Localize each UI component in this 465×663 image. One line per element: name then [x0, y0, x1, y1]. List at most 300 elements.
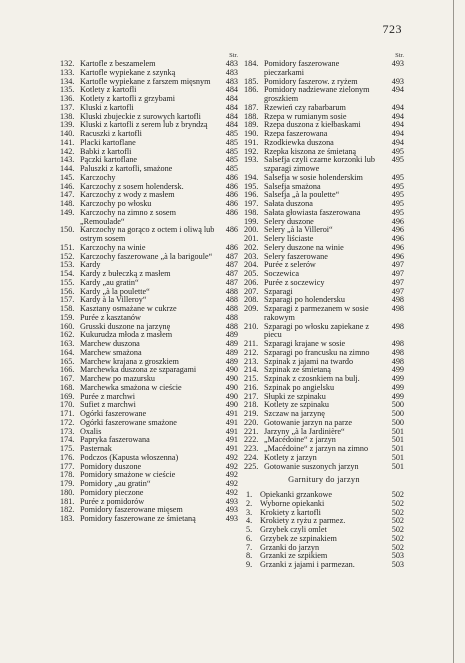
entry-page: 496 — [391, 216, 404, 226]
entry-number: 192. — [244, 146, 259, 156]
entry-title: Pomidory faszerowane pieczarkami — [264, 59, 340, 77]
entry-number: 165. — [60, 356, 75, 366]
entry-number: 218. — [244, 400, 259, 410]
entry-number: 215. — [244, 374, 259, 383]
entry-number: 197. — [244, 199, 259, 208]
entry-number: 219. — [244, 409, 259, 418]
entry-page: 495 — [391, 190, 404, 200]
entry-number: 144. — [60, 164, 75, 173]
entry-page: 487 — [225, 251, 238, 261]
entry-page: 497 — [391, 260, 404, 270]
entry-title: Słupki ze szpinaku — [264, 391, 326, 401]
entry-page: 494 — [391, 120, 404, 130]
entry-number: 221. — [244, 426, 259, 436]
entry-title: Placki kartoflane — [80, 137, 136, 147]
entry-number: 156. — [60, 286, 75, 296]
entry-page: 498 — [391, 304, 404, 313]
entry-number: 174. — [60, 435, 75, 445]
entry-page: 485 — [225, 137, 238, 147]
entry-title: Ogórki faszerowane smażone — [80, 417, 177, 427]
entry-page: 500 — [391, 417, 404, 427]
entry-title: Karczochy po włosku — [80, 199, 152, 208]
entry-number: 195. — [244, 181, 259, 191]
entry-title: Selery liściaste — [264, 234, 314, 243]
entry-page: 495 — [391, 155, 404, 165]
entry-title: Szparagi — [264, 286, 293, 296]
entry-title: Kartofle wypiekane z farszem mięsnym — [80, 76, 211, 86]
entry-page: 495 — [391, 199, 404, 208]
entry-title: Wyborne opiekanki — [260, 498, 325, 508]
entry-page: 502 — [391, 542, 404, 552]
entry-title: Pomidory faszerowane ze śmietaną — [80, 514, 196, 523]
entry-title: Szpinak z jajami na twardo — [264, 356, 354, 366]
entry-number: 216. — [244, 382, 259, 392]
entry-page: 498 — [391, 321, 404, 331]
entry-title: Pomidory duszone — [80, 461, 142, 471]
entry-title: Szpinak po angielsku — [264, 382, 335, 392]
entry-number: 191. — [244, 137, 259, 147]
entry-number: 154. — [60, 269, 75, 278]
entry-page: 485 — [225, 164, 238, 173]
entry-title: Rzewień czy rabarbarum — [264, 102, 346, 112]
entry-title: Krokiety z ryżu z parmez. — [260, 516, 346, 526]
entry-number: 179. — [60, 479, 75, 488]
entry-page: 483 — [225, 67, 238, 77]
entry-title: Pomidory faszerowane mięsem — [80, 505, 183, 515]
entry-page: 489 — [225, 330, 238, 340]
entry-title: Salsefja smażona — [264, 181, 321, 191]
entry-title: Sufiet z marchwi — [80, 400, 136, 410]
entry-number: 181. — [60, 496, 75, 506]
entry-page: 501 — [391, 435, 404, 445]
index-entry — [244, 156, 404, 174]
entry-number: 134. — [60, 76, 75, 86]
entry-title: Marchew krajana z groszkiem — [80, 356, 179, 366]
garnish-list — [244, 491, 404, 570]
entry-number: 198. — [244, 207, 259, 217]
entry-number: 190. — [244, 129, 259, 138]
entry-title: Marchewka duszona ze szparagami — [80, 365, 197, 375]
entry-title: Papryka faszerowana — [80, 435, 150, 445]
entry-number: 151. — [60, 242, 75, 252]
entry-title: Soczewica — [264, 269, 300, 278]
entry-page: 501 — [391, 444, 404, 453]
entry-title: Pasternak — [80, 444, 112, 453]
entry-title: Purée z pomidorów — [80, 496, 145, 506]
entry-title: Krokiety z kartofli — [260, 507, 321, 517]
entry-number: 208. — [244, 295, 259, 305]
entry-title: Karczochy faszerowane „à la barigoule“ — [80, 251, 213, 261]
entry-title: Sałata duszona — [264, 199, 313, 208]
entry-number: 4. — [246, 516, 253, 526]
entry-title: Purée z kasztanów — [80, 312, 141, 322]
entry-title: Grzybek czyli omlet — [260, 525, 327, 534]
entry-number: 225. — [244, 461, 259, 471]
entry-title: Pomidory faszerow. z ryżem — [264, 76, 358, 86]
entry-page: 490 — [225, 365, 238, 375]
entry-number: 147. — [60, 190, 75, 200]
entry-title: Karczochy z wody z masłem — [80, 190, 175, 200]
page-column-header: Str. — [229, 52, 238, 59]
entry-page: 491 — [225, 444, 238, 453]
entry-number: 222. — [244, 435, 259, 445]
entry-number: 155. — [60, 277, 75, 287]
entry-number: 157. — [60, 295, 75, 305]
entry-title: Szpinak z czosnkiem na bulj. — [264, 374, 360, 383]
entry-page: 489 — [225, 347, 238, 357]
entry-page: 501 — [391, 452, 404, 462]
entry-page: 495 — [391, 146, 404, 156]
entry-page: 494 — [391, 102, 404, 112]
entry-number: 170. — [60, 400, 75, 410]
entry-page: 495 — [391, 181, 404, 191]
entry-title: Podczos (Kapusta włoszenna) — [80, 452, 179, 462]
entry-number: 167. — [60, 374, 75, 383]
entry-number: 202. — [244, 242, 259, 252]
entry-title: Kotlety z kartofli — [80, 85, 137, 95]
entry-page: 493 — [391, 76, 404, 86]
entry-page: 502 — [391, 490, 404, 499]
entry-number: 149. — [60, 207, 75, 217]
index-entry — [60, 209, 238, 227]
entry-title: Rzodkiewka duszona — [264, 137, 334, 147]
entry-title: Kartofle wypiekane z szynką — [80, 67, 176, 77]
entry-title: Pomidory „au gratin“ — [80, 479, 151, 488]
entry-title: Salsefja czyli czarne korzonki lub szparagi zimowe — [264, 155, 375, 173]
index-entry — [244, 305, 404, 323]
entry-page: 498 — [391, 347, 404, 357]
entry-number: 133. — [60, 67, 75, 77]
entry-title: Kartofle z beszamelem — [80, 59, 156, 68]
entry-title: Karczochy — [80, 172, 116, 182]
entry-number: 141. — [60, 137, 75, 147]
entry-title: Grusski duszone na jarzynę — [80, 321, 171, 331]
entry-number: 177. — [60, 461, 75, 471]
index-entry — [60, 515, 238, 524]
entry-page: 486 — [225, 199, 238, 208]
entry-title: Grzanki ze szpikiem — [260, 551, 328, 561]
entry-title: Grzanki do jarzyn — [260, 542, 320, 552]
entry-title: Rzepa duszona z kiełbaskami — [264, 120, 361, 130]
entry-page: 491 — [225, 435, 238, 445]
entry-page: 503 — [391, 560, 404, 569]
entry-number: 153. — [60, 260, 75, 270]
entry-page: 497 — [391, 269, 404, 278]
entry-number: 160. — [60, 321, 75, 331]
entry-page: 491 — [225, 409, 238, 418]
entry-page: 489 — [225, 356, 238, 366]
entry-title: Kluski z kartofli — [80, 102, 134, 112]
entry-number: 142. — [60, 146, 75, 156]
entry-number: 146. — [60, 181, 75, 191]
entry-number: 6. — [246, 533, 253, 543]
entry-page: 499 — [391, 374, 404, 383]
entry-page: 490 — [225, 400, 238, 410]
entry-title: Kardy à la Villeroy“ — [80, 295, 147, 305]
entry-title: Marchew duszona — [80, 339, 140, 348]
index-entry — [244, 60, 404, 78]
entry-number: 171. — [60, 409, 75, 418]
entry-page: 484 — [225, 111, 238, 121]
entry-title: Kluski zbujeckie z surowych kartofli — [80, 111, 201, 121]
entry-number: 210. — [244, 321, 259, 331]
entry-title: Gotowanie suszonych jarzyn — [264, 461, 359, 471]
entry-title: Purée z selerów — [264, 260, 316, 270]
entry-number: 138. — [60, 111, 75, 121]
entry-page: 487 — [225, 269, 238, 278]
entry-number: 3. — [246, 507, 253, 517]
entry-page: 495 — [391, 172, 404, 182]
entry-title: Szparagi po francusku na zimno — [264, 347, 370, 357]
entry-title: Salsefja „à la poulette“ — [264, 190, 340, 200]
entry-title: Rzepa faszerowana — [264, 129, 328, 138]
entry-number: 207. — [244, 286, 259, 296]
entry-title: Szczaw na jarzynę — [264, 409, 325, 418]
entry-page: 486 — [225, 207, 238, 217]
entry-page: 488 — [225, 304, 238, 313]
index-entry — [244, 561, 404, 570]
entry-page: 486 — [225, 181, 238, 191]
entry-title: Marchew po mazursku — [80, 374, 156, 383]
entry-number: 224. — [244, 452, 259, 462]
entry-number: 135. — [60, 85, 75, 95]
entry-page: 502 — [391, 533, 404, 543]
entry-title: Grzybek ze szpinakiem — [260, 533, 337, 543]
entry-page: 485 — [225, 129, 238, 138]
entry-number: 188. — [244, 111, 259, 121]
entry-title: Ogórki faszerowane — [80, 409, 147, 418]
entry-number: 213. — [244, 356, 259, 366]
entry-page: 488 — [225, 312, 238, 322]
entry-title: Kotlety ze szpinaku — [264, 400, 330, 410]
entry-page: 496 — [391, 242, 404, 252]
entry-page: 484 — [225, 94, 238, 103]
entry-number: 168. — [60, 382, 75, 392]
entry-title: Pomidory nadziewane zielonym groszkiem — [264, 85, 370, 103]
entry-number: 136. — [60, 94, 75, 103]
entry-page: 490 — [225, 391, 238, 401]
entry-page: 501 — [391, 426, 404, 436]
entry-title: Gotowanie jarzyn na parze — [264, 417, 352, 427]
entry-page: 486 — [225, 190, 238, 200]
entry-page: 485 — [225, 146, 238, 156]
entry-number: 178. — [60, 470, 75, 480]
entry-page: 485 — [225, 155, 238, 165]
entry-number: 172. — [60, 417, 75, 427]
entry-number: 143. — [60, 155, 75, 165]
entry-number: 205. — [244, 269, 259, 278]
entry-title: Szparagi po holendersku — [264, 295, 345, 305]
entry-number: 9. — [246, 560, 253, 569]
entry-page: 483 — [225, 59, 238, 68]
entry-number: 176. — [60, 452, 75, 462]
entry-title: Kardy „à la poulette“ — [80, 286, 150, 296]
entry-number: 145. — [60, 172, 75, 182]
entry-title: Karczochy z sosem holendersk. — [80, 181, 184, 191]
entry-title: Selery faszerowane — [264, 251, 328, 261]
entry-title: „Macédoine“ z jarzyn — [264, 435, 336, 445]
entry-number: 7. — [246, 542, 253, 552]
entry-page: 493 — [391, 59, 404, 68]
entry-title: Karczochy na winie — [80, 242, 146, 252]
entry-page: 483 — [225, 76, 238, 86]
entry-title: „Macédoine“ z jarzyn na zimno — [264, 444, 369, 453]
entry-title: Rzepa w rumianym sosie — [264, 111, 347, 121]
entry-number: 139. — [60, 120, 75, 130]
entry-number: 175. — [60, 444, 75, 453]
entry-number: 150. — [60, 225, 75, 235]
entry-page: 484 — [225, 102, 238, 112]
entry-title: Pączki kartoflane — [80, 155, 138, 165]
entry-page: 491 — [225, 417, 238, 427]
entry-title: Kardy — [80, 260, 101, 270]
entry-title: Babki z kartofli — [80, 146, 132, 156]
entry-number: 164. — [60, 347, 75, 357]
entry-page: 492 — [225, 452, 238, 462]
entry-title: Kotlety z kartofli z grzybami — [80, 94, 176, 103]
entry-page: 498 — [391, 295, 404, 305]
entry-number: 163. — [60, 339, 75, 348]
entry-page: 490 — [225, 382, 238, 392]
entry-number: 166. — [60, 365, 75, 375]
entry-number: 204. — [244, 260, 259, 270]
entry-page: 492 — [225, 461, 238, 471]
index-entry — [244, 86, 404, 104]
entry-title: Karczochy na gorąco z octem i oliwą lub ostrym sosem — [80, 225, 215, 243]
entry-number: 137. — [60, 102, 75, 112]
entry-title: Kotlety z jarzyn — [264, 452, 317, 462]
entry-page: 494 — [391, 137, 404, 147]
entry-page: 502 — [391, 507, 404, 517]
entry-page: 503 — [391, 551, 404, 561]
entry-number: 183. — [60, 514, 75, 523]
index-entry — [244, 323, 404, 341]
entry-number: 159. — [60, 312, 75, 322]
entry-page: 488 — [225, 286, 238, 296]
entry-page: 496 — [391, 251, 404, 261]
entry-number: 201. — [244, 234, 259, 243]
entry-number: 214. — [244, 365, 259, 375]
entry-page: 502 — [391, 498, 404, 508]
entry-title: Szpinak ze śmietaną — [264, 365, 331, 375]
entry-title: Rzepka kiszona ze śmietaną — [264, 146, 357, 156]
entry-number: 199. — [244, 216, 259, 226]
entry-page: 486 — [225, 172, 238, 182]
entry-title: Selery „à la Villeroi“ — [264, 225, 333, 235]
entry-title: Jarzyny „à la Jardinière“ — [264, 426, 345, 436]
entry-page: 488 — [225, 295, 238, 305]
entry-title: Salsefja w sosie holenderskim — [264, 172, 363, 182]
entry-number: 8. — [246, 551, 253, 561]
page-column-header: Str. — [395, 52, 404, 59]
entry-title: Kardy z bułeczką z masłem — [80, 269, 171, 278]
entry-number: 182. — [60, 505, 75, 515]
entry-page: 498 — [391, 339, 404, 348]
entry-title: Marchewka smażona w cieście — [80, 382, 182, 392]
entry-page: 496 — [391, 234, 404, 243]
entry-page: 495 — [391, 207, 404, 217]
entry-number: 132. — [60, 59, 75, 68]
entry-number: 140. — [60, 129, 75, 138]
entry-number: 203. — [244, 251, 259, 261]
entry-page: 502 — [391, 525, 404, 534]
garnish-section-title: Garnitury do jarzyn — [288, 475, 360, 484]
entry-page: 494 — [391, 111, 404, 121]
entry-page: 493 — [225, 514, 238, 523]
page-number: 723 — [382, 22, 402, 36]
entry-page: 487 — [225, 277, 238, 287]
entry-page: 499 — [391, 365, 404, 375]
entry-number: 206. — [244, 277, 259, 287]
entry-number: 200. — [244, 225, 259, 235]
entry-title: Kasztany osmażane w cukrze — [80, 304, 177, 313]
entry-number: 180. — [60, 487, 75, 497]
entry-page: 487 — [225, 260, 238, 270]
entry-title: Kardy „au gratin“ — [80, 277, 139, 287]
entry-title: Karczochy na zimno z sosem „Remoulade“ — [80, 207, 176, 226]
entry-number: 196. — [244, 190, 259, 200]
entry-page: 489 — [225, 339, 238, 348]
entry-page: 496 — [391, 225, 404, 235]
entry-page: 500 — [391, 400, 404, 410]
entry-number: 184. — [244, 59, 259, 68]
entry-page: 491 — [225, 426, 238, 436]
entry-page: 486 — [225, 225, 238, 235]
entry-number: 1. — [246, 490, 253, 499]
entry-title: Racuszki z kartofli — [80, 129, 142, 138]
entry-page: 500 — [391, 409, 404, 418]
entry-title: Kluski z kartofli z serem lub z bryndzą — [80, 120, 208, 130]
entry-number: 187. — [244, 102, 259, 112]
entry-number: 186. — [244, 85, 259, 95]
index-column-left — [60, 52, 238, 524]
entry-number: 193. — [244, 155, 259, 165]
entry-number: 2. — [246, 498, 253, 508]
entry-page: 488 — [225, 321, 238, 331]
entry-title: Pomidory smażone w cieście — [80, 470, 176, 480]
entry-page: 501 — [391, 461, 404, 471]
entry-page: 493 — [225, 496, 238, 506]
entry-page: 497 — [391, 277, 404, 287]
entry-number: 152. — [60, 251, 75, 261]
entry-title: Paluszki z kartofli, smażone — [80, 164, 173, 173]
entry-number: 223. — [244, 444, 259, 453]
entry-title: Szparagi krajane w sosie — [264, 339, 346, 348]
entry-page: 492 — [225, 470, 238, 480]
entry-number: 211. — [244, 339, 259, 348]
entry-title: Purée z marchwi — [80, 391, 136, 401]
entry-title: Pomidory pieczone — [80, 487, 144, 497]
entry-number: 169. — [60, 391, 75, 401]
entry-page: 493 — [225, 505, 238, 515]
entry-number: 185. — [244, 76, 259, 86]
entry-title: Selery duszone na winie — [264, 242, 344, 252]
entry-page: 499 — [391, 391, 404, 401]
entry-number: 217. — [244, 391, 259, 401]
entry-number: 173. — [60, 426, 75, 436]
index-column-right — [244, 52, 404, 471]
index-entry — [60, 226, 238, 244]
entry-title: Szparagi z parmezanem w sosie rakowym — [264, 304, 369, 322]
entry-page: 492 — [225, 487, 238, 497]
entry-number: 220. — [244, 417, 259, 427]
entry-number: 194. — [244, 172, 259, 182]
entry-page: 484 — [225, 85, 238, 95]
entry-number: 148. — [60, 199, 75, 208]
entry-number: 162. — [60, 330, 75, 340]
entry-page: 497 — [391, 286, 404, 296]
entry-title: Szparagi po włosku zapiekane z piecu — [264, 321, 370, 340]
